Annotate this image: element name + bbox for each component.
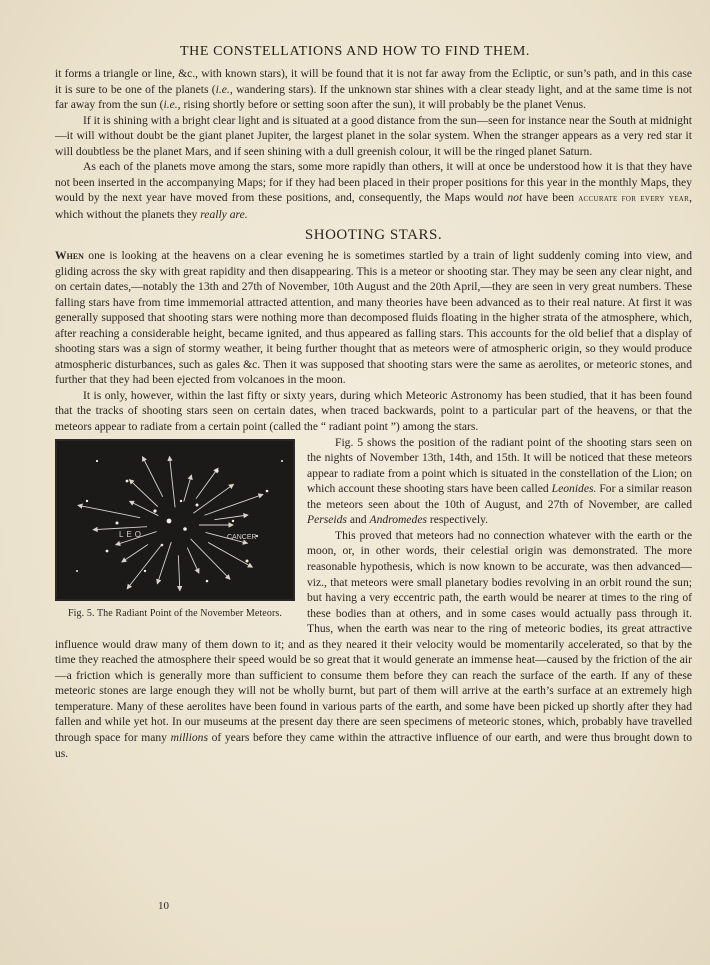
meteor-trail xyxy=(187,547,199,573)
meteor-trail xyxy=(127,545,161,588)
star xyxy=(246,559,249,562)
text-segment: and xyxy=(346,513,370,527)
text-segment: As each of the planets move among the stars, some more rapidly than others, it will at once be understood how it is that they have not been inserted in the accompanying Maps; for if they had been placed in their proper positions for this year in the monthly Maps, they would by the next year have moved from these positions, and, consequently, the Maps would xyxy=(55,160,692,205)
star xyxy=(86,499,88,501)
text-segment: of years before they came within the attractive influence of our earth, and were thus brought down to us. xyxy=(55,730,692,760)
text-segment: respectively. xyxy=(427,513,489,527)
italic-segment: Leonides. xyxy=(551,482,597,496)
star xyxy=(232,519,234,521)
star-field xyxy=(76,459,283,581)
paragraph-planets: If it is shining with a bright clear light and is situated at a good distance from the sun—seen for instance near the South at midnight—it will without doubt be the giant planet Jupiter, the largest planet in the solar system. When the stranger appears as a very red star it will doubtless be the planet Mars, and if seen shining with a dull greenish colour, it will be the ringed planet Saturn. xyxy=(55,113,692,158)
cancer-label: CANCER xyxy=(227,533,257,541)
meteor-trail xyxy=(170,456,176,507)
paragraph-maps xyxy=(55,159,692,222)
section-heading: SHOOTING STARS. xyxy=(304,227,443,244)
figure-radiant-point xyxy=(55,439,295,622)
italic-segment: i.e., xyxy=(163,98,181,112)
paragraph-radiant: It is only, however, within the last fifty or sixty years, during which Meteoric Astronomy has been studied, that it has been found that the tracks of shooting stars seen on certain dates, when traced backwards, point to a particular part of the heavens, or that the meteors appear to radiate from a certain point (called the “ radiant point ”) among the stars. xyxy=(55,388,692,434)
meteor-trail xyxy=(191,538,230,578)
text-segment: have been xyxy=(522,191,579,205)
meteor-trail xyxy=(78,505,140,517)
star xyxy=(153,509,156,512)
meteor-trail xyxy=(196,468,218,498)
star xyxy=(116,521,119,524)
meteor-trail xyxy=(129,479,157,506)
paragraph-continued xyxy=(55,66,692,113)
star xyxy=(106,549,109,552)
meteor-trail xyxy=(214,515,247,520)
page-body xyxy=(55,66,692,761)
text-segment: one is looking at the heavens on a clear evening he is sometimes startled by a train of light suddenly coming into view, and gliding across the sky with great rapidity and then disappearing. This is a meteor or shooting star. They may be seen any clear night, and on certain dates,—notably the 13th and 27th of November, 10th August and the 20th April,—they are seen in very great numbers. These falling stars have from time immemorial attracted attention, and many theories have been advanced as to their real nature. At first it was generally supposed that shooting stars were nothing more than decomposed fluids floating in the higher strata of the atmosphere, which, after reaching a considerable height, became ignited, and thus appeared as falling stars. This accounts for the old belief that a display of shooting stars was a sign of stormy weather, it being further thought that as meteors were of atmospheric origin, so they would produce atmospheric disturbances, such as gales &c. Then it was supposed that shooting stars were the same as aerolites, or meteoric stones, and further that they had been ejected from volcanoes in the moon. xyxy=(55,249,692,387)
smallcaps-segment: accurate for every year xyxy=(578,193,690,205)
meteor-diagram xyxy=(57,441,293,599)
italic-segment: not xyxy=(507,191,523,205)
meteor-trail xyxy=(178,555,180,590)
star xyxy=(196,503,199,506)
star xyxy=(126,479,129,482)
meteor-trail xyxy=(157,542,171,584)
meteor-trail xyxy=(122,544,148,561)
lead-word: When xyxy=(55,249,84,263)
star xyxy=(281,460,283,462)
star xyxy=(167,518,172,523)
italic-segment: millions xyxy=(170,730,208,744)
meteor-trail xyxy=(193,484,233,513)
text-segment: rising shortly before or setting soon after the sun), it will probably be the planet Venus. xyxy=(180,98,587,112)
star xyxy=(206,579,209,582)
star xyxy=(76,570,78,572)
text-segment: For a similar reason the meteors seen about the 10th of August, and 27th of November, are called xyxy=(307,482,692,511)
meteor-trails xyxy=(78,456,263,590)
star xyxy=(266,489,269,492)
star xyxy=(215,469,218,472)
meteor-illustration xyxy=(55,439,295,601)
leo-label: LEO xyxy=(119,529,145,539)
star xyxy=(180,499,182,501)
page-number: 10 xyxy=(158,900,169,912)
meteor-trail xyxy=(204,494,262,515)
text-segment: Fig. 5 shows the position of the radiant point of the shooting stars seen on the nights of November 13th, 14th, and 15th. It will be noticed that these meteors appear to radiate from a point which is situated in the constellation of the Lion; on which account these shooting stars have been called xyxy=(307,435,692,496)
running-title: THE CONSTELLATIONS AND HOW TO FIND THEM. xyxy=(179,44,531,59)
star xyxy=(96,459,98,461)
italic-segment: Andromedes xyxy=(369,513,428,527)
paragraph-shooting-stars xyxy=(55,248,692,388)
text-segment: , which without the planets they xyxy=(55,191,693,221)
italic-segment: i.e., xyxy=(215,82,233,96)
text-segment: This proved that meteors had no connection whatever with the earth or the moon, or, in other words, their celestial origin was demonstrated. The more reasonable hypothesis, which is now known to be accurate, was then advanced—viz., that meteors were small planetary bodies revolving in an orbit round the sun; but having a very eccentric path, the earth would be nearer at times to the ring of these bodies than at others, and in some cases would actually pass through it. Thus, when the earth was near to the ring of meteoric bodies, its great attractive influence would draw many of them down to it; and as they neared it their velocity would be momentarily accelerated, so that by the time they reached the atmosphere their speed would be so great that it would generate an immense heat—caused by the friction of the air—a friction which is generally more than sufficient to consume them before they can reach the surface of the earth. If any of these meteoric stones are large enough they will not be wholly burnt, but part of them will arrive at the earth’s surface at an extremely high temperature. Many of these aerolites have been found in various parts of the earth, and some have been picked up shortly after they had fallen and while yet hot. In our museums at the present day there are seen specimens of meteoric stones, which, probably have travelled through space for many xyxy=(55,528,692,744)
text-segment: wandering stars). If the unknown star shines with a clear steady light, and at the same time is not far away from the sun ( xyxy=(55,82,692,112)
text-segment: it forms a triangle or line, &c., with known stars), it will be found that it is not far away from the Ecliptic, or sun’s path, and in this case it is sure to be one of the planets ( xyxy=(55,67,692,96)
figure-caption: Fig. 5. The Radiant Point of the November Meteors. xyxy=(68,607,282,619)
star xyxy=(161,543,164,546)
star xyxy=(183,527,187,531)
italic-segment: Perseids xyxy=(307,513,347,527)
italic-segment: really are. xyxy=(200,207,248,221)
star xyxy=(144,569,146,571)
meteor-trail xyxy=(184,475,192,502)
meteor-trail xyxy=(143,456,163,496)
